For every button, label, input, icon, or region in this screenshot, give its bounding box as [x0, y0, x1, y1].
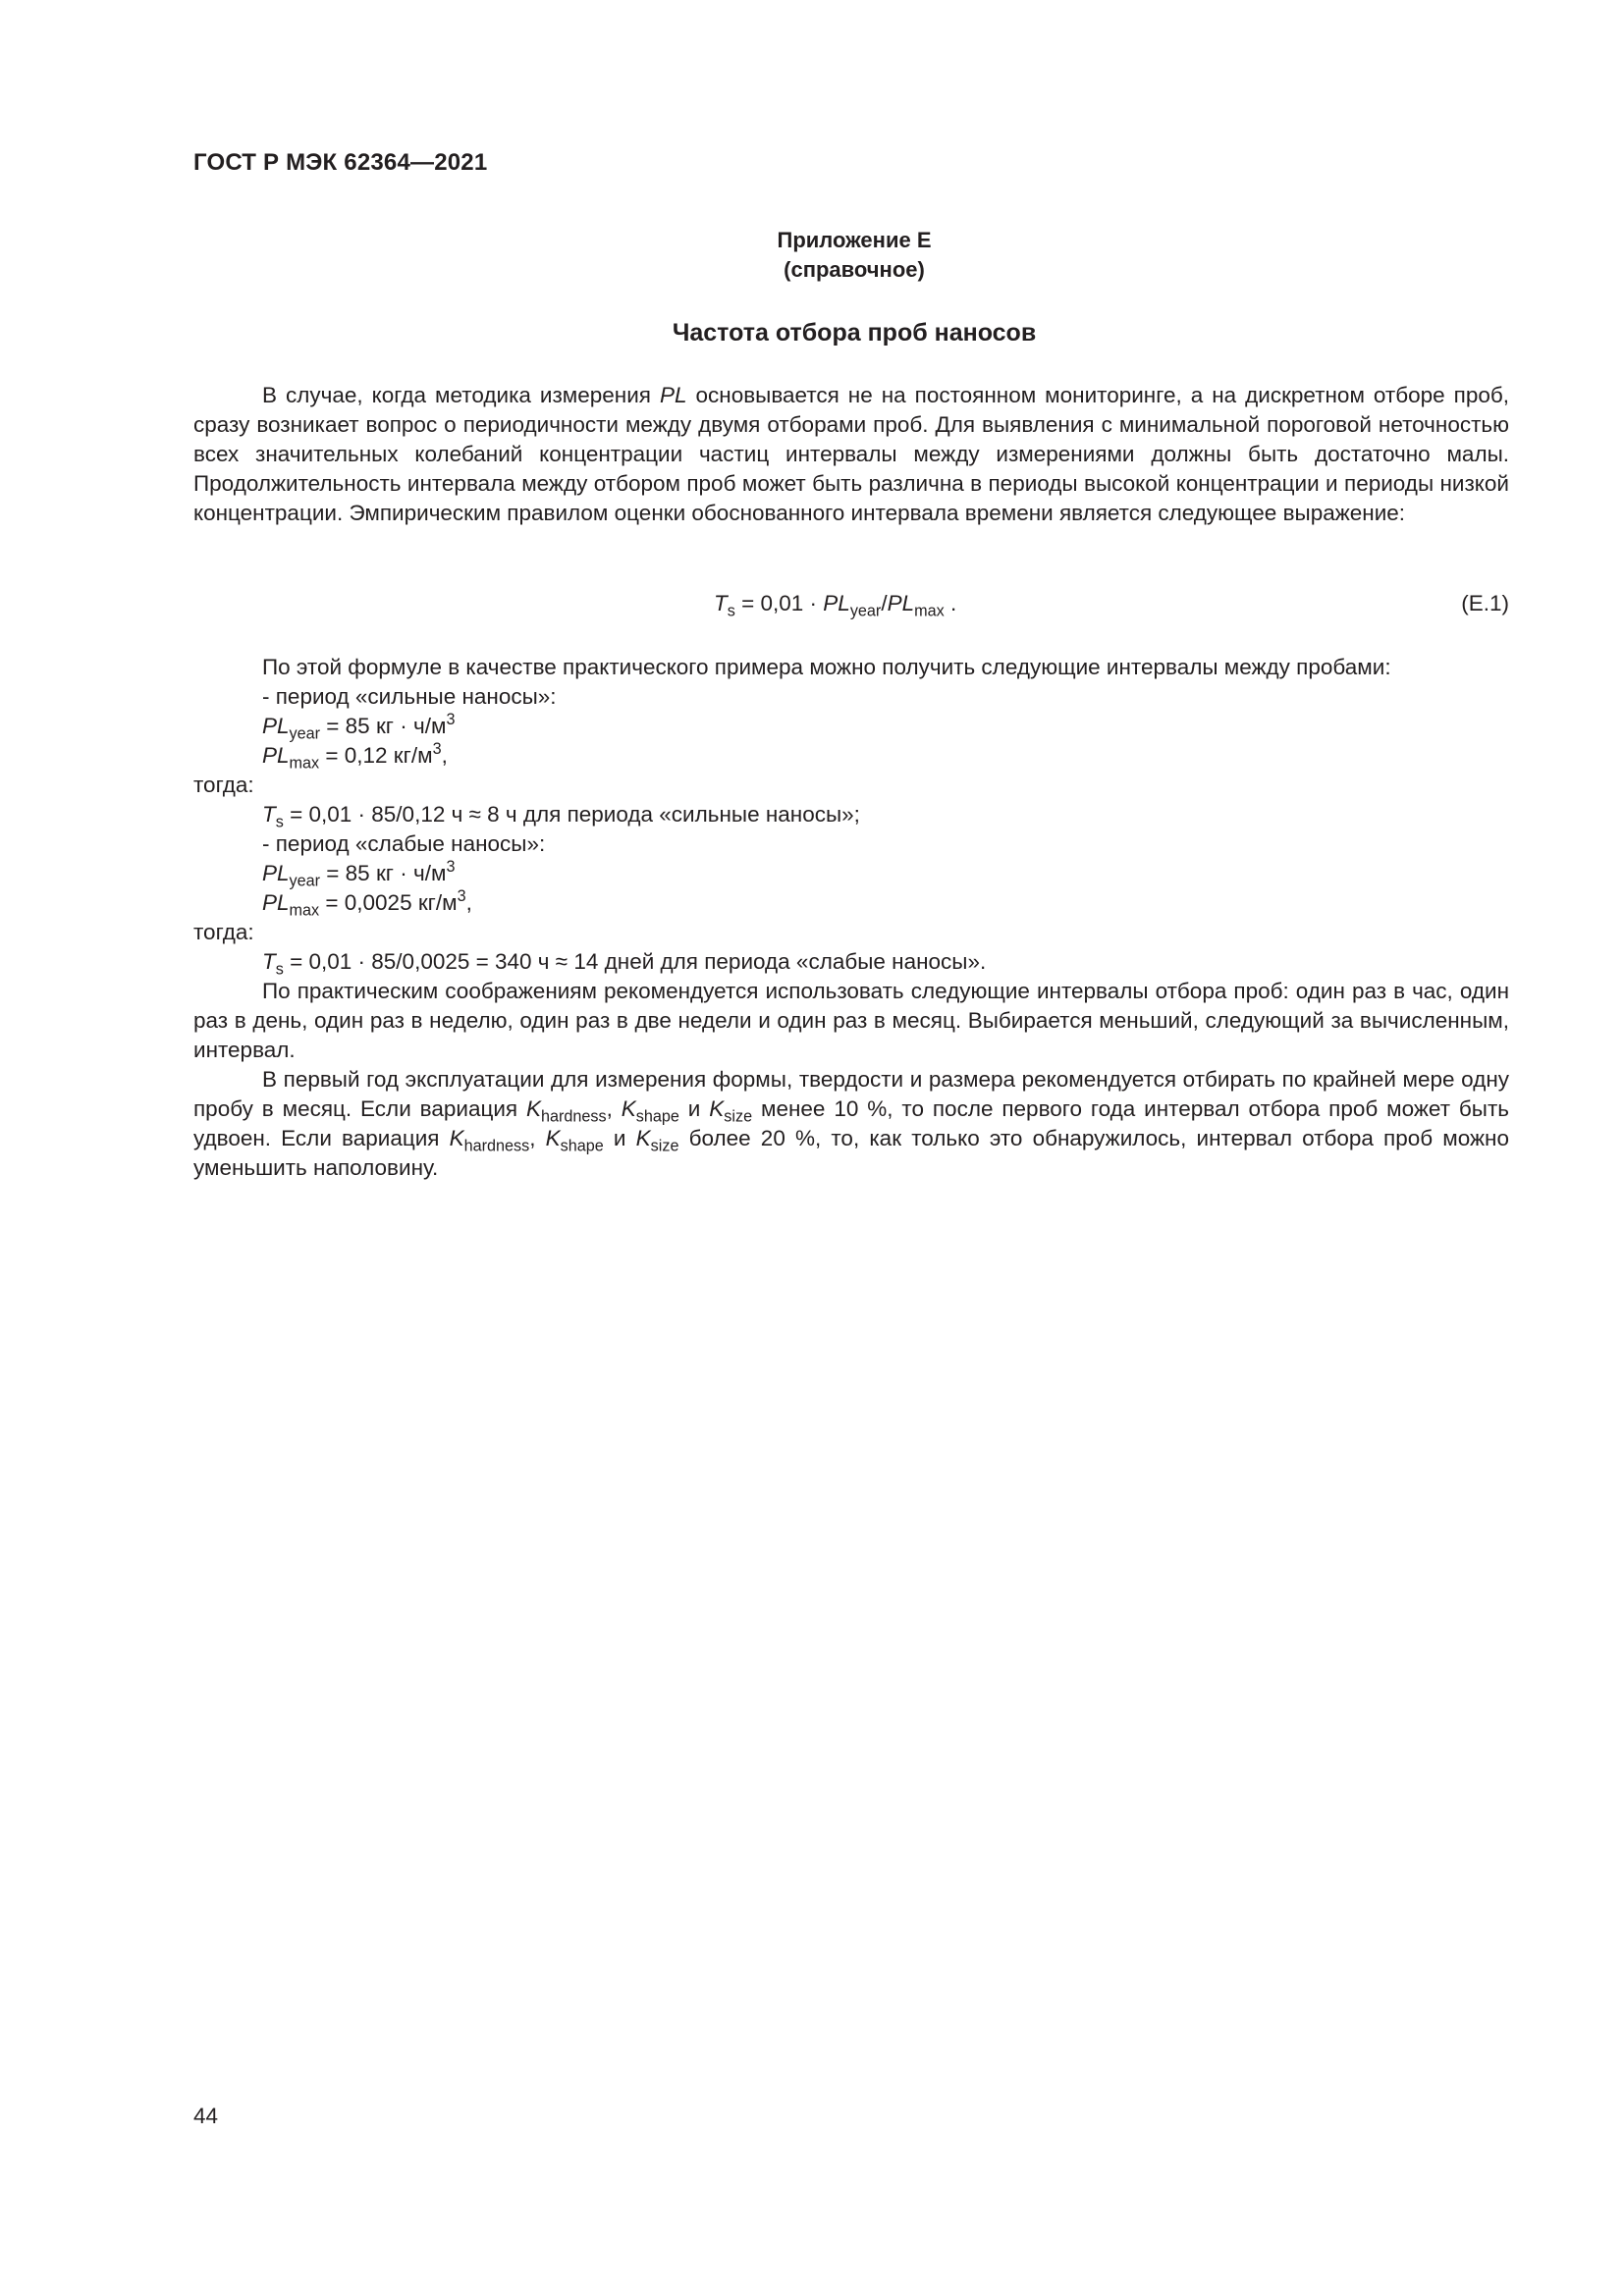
intro-block	[193, 381, 1509, 528]
then-label: тогда:	[193, 920, 254, 944]
practical-paragraph: По практическим соображениям рекомендуется использовать следующие интервалы отбора проб: один раз в час, один раз в день, один раз в неделю, один раз в две недели и один раз в месяц. Выбирается меньший, следующий за вычисленным, интервал.	[193, 979, 1509, 1062]
weak-calc: $T_s = 0,01 \cdot 85/0,0025 = 340$ ч ≈ 14 дней для периода «слабые наносы».	[262, 949, 987, 979]
strong-pl-year: $PL_{year} = 85$ кг · $ч/м^3$	[262, 711, 456, 743]
page-number: 44	[193, 2104, 219, 2128]
formula-expression: $T_s = 0,01 \cdot PL_{year}/PL_{max}$ .	[714, 591, 957, 620]
strong-calc: $T_s = 0,01 \cdot 85/0,12$ ч ≈ 8 ч для периода «сильные наносы»;	[262, 802, 860, 831]
strong-pl-max: $PL_{max} = 0,12$ $кг/м^3$,	[262, 740, 448, 773]
weak-pl-year: $PL_{year} = 85$ кг · $ч/м^3$	[262, 858, 456, 890]
example-block	[193, 653, 1509, 1183]
annex-type: (справочное)	[784, 257, 925, 282]
document-header: ГОСТ Р МЭК 62364—2021	[193, 149, 488, 176]
first-year-paragraph: В первый год эксплуатации для измерения формы, твердости и размера рекомендуется отбирать по крайней мере одну пробу в месяц. Если вариация $K_{hardness}$, $K_{shape}$ и $K_{size}$ менее 10 %, то после первого года интервал отбора проб может быть удвоен. Если вариация $K_{hardness}$, $K_{shape}$ и $K_{size}$ более 20 %, то, как только это обнаружилось, интервал отбора проб можно уменьшить наполовину.	[193, 1067, 1509, 1180]
annex-title: Приложение Е	[777, 228, 932, 252]
strong-period-label: - период «сильные наносы»:	[262, 684, 557, 709]
weak-period-label: - период «слабые наносы»:	[262, 831, 546, 856]
example-lead: По этой формуле в качестве практического примера можно получить следующие интервалы между пробами:	[262, 655, 1391, 679]
intro-paragraph: В случае, когда методика измерения PL основывается не на постоянном мониторинге, а на дискретном отборе проб, сразу возникает вопрос о периодичности между двумя отборами проб. Для выявления с минимальной пороговой неточностью всех значительных колебаний концентрации частиц интервалы между измерениями должны быть достаточно малы. Продолжительность интервала между отбором проб может быть различна в периоды высокой концентрации и периоды низкой концентрации. Эмпирическим правилом оценки обоснованного интервала времени является следующее выражение:	[193, 383, 1509, 525]
weak-pl-max: $PL_{max} = 0,0025$ $кг/м^3$,	[262, 887, 472, 920]
formula-number: (Е.1)	[1461, 591, 1509, 615]
section-title: Частота отбора проб наносов	[672, 319, 1037, 347]
then-label: тогда:	[193, 773, 254, 797]
